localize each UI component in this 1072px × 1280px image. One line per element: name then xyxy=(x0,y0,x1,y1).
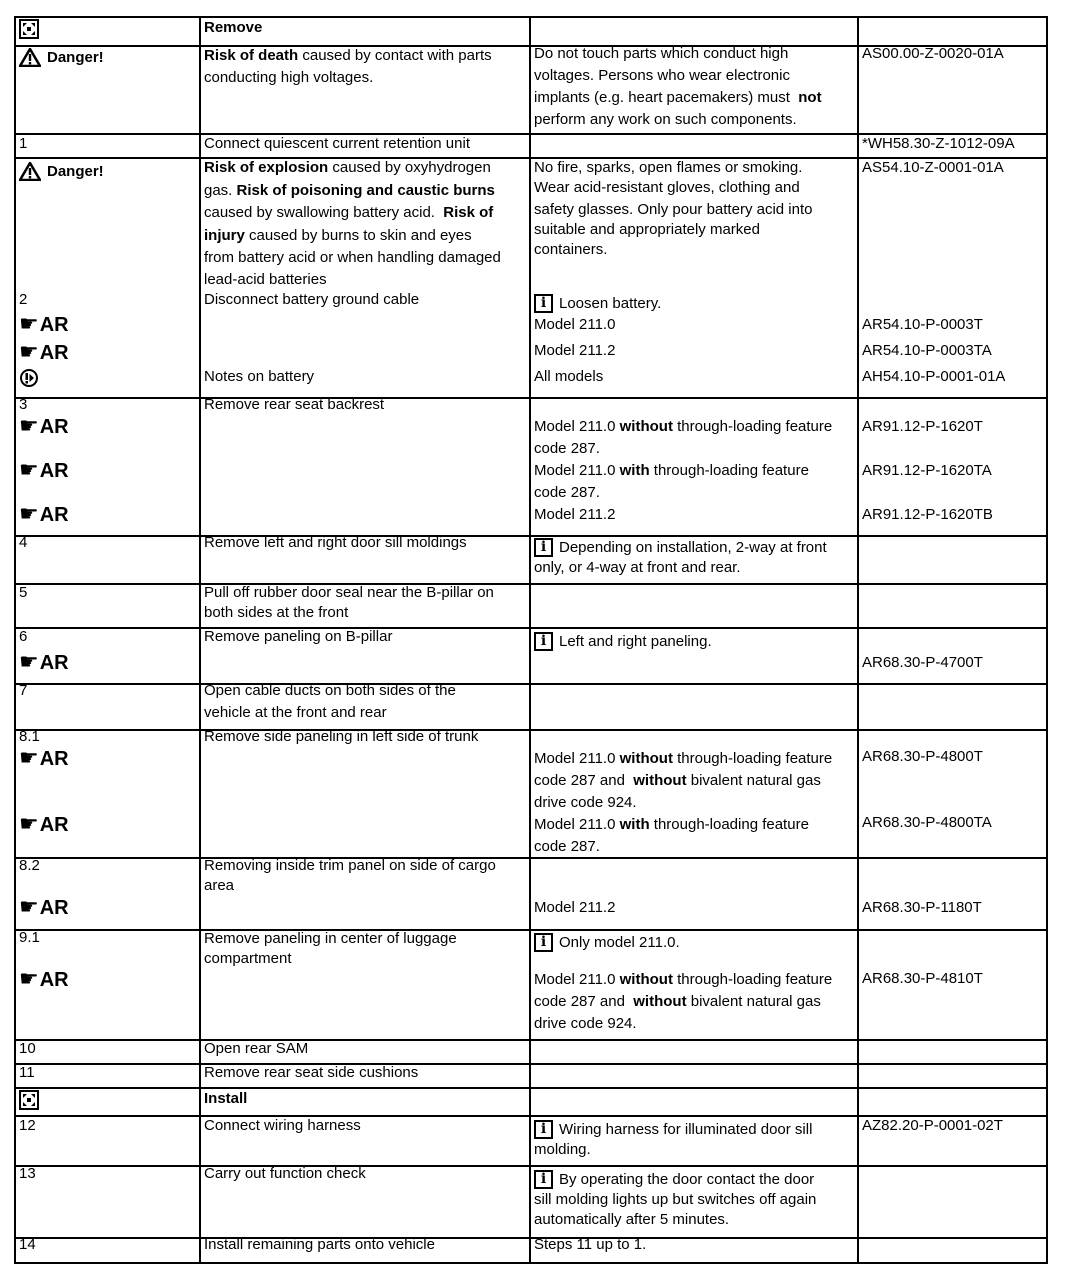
ar-label: AR xyxy=(39,748,69,770)
text: vehicle at the front and rear xyxy=(204,704,387,721)
text: Remove left and right door sill moldings xyxy=(204,534,467,551)
text: lead-acid batteries xyxy=(204,271,327,288)
instruction-col-line xyxy=(204,950,292,968)
ar-label: AR xyxy=(39,504,69,526)
table-column-divider xyxy=(529,16,531,1264)
ar-reference-link[interactable] xyxy=(19,414,69,439)
step-col-line xyxy=(19,857,40,875)
ar-reference-link[interactable] xyxy=(19,340,69,365)
text: 6 xyxy=(19,628,28,645)
instruction-col-line xyxy=(204,877,234,895)
text: Left and right paneling. xyxy=(559,632,712,650)
bold-text: Risk of xyxy=(443,204,494,221)
text: All models xyxy=(534,368,604,385)
table-row-divider xyxy=(14,583,1048,585)
pointing-hand-icon: ☛ xyxy=(19,312,39,337)
text: Remove side paneling in left side of trunk xyxy=(204,728,479,745)
note-col-line xyxy=(534,221,760,239)
ar-label: AR xyxy=(39,897,69,919)
text: code 287. xyxy=(534,838,600,855)
text: drive code 924. xyxy=(534,794,637,811)
text: 14 xyxy=(19,1236,36,1253)
table-row-divider xyxy=(14,1165,1048,1167)
ar-label: AR xyxy=(39,814,69,836)
text: 9.1 xyxy=(19,929,40,946)
text: AR91.12-P-1620T xyxy=(862,418,983,435)
step-section-icon xyxy=(19,19,39,44)
text: 10 xyxy=(19,1040,36,1057)
text: 4 xyxy=(19,534,28,551)
text: safety glasses. Only pour battery acid into xyxy=(534,201,813,218)
step-col-line xyxy=(19,1165,36,1183)
pointing-hand-icon: ☛ xyxy=(19,458,39,483)
table-row-divider xyxy=(14,683,1048,685)
text: Wiring harness for illuminated door sill xyxy=(559,1120,813,1138)
note-col-line xyxy=(534,67,790,85)
step-col-line xyxy=(19,534,27,552)
ar-label: AR xyxy=(39,342,69,364)
bold-text: without xyxy=(619,971,673,988)
text: both sides at the front xyxy=(204,604,349,621)
note-col-line xyxy=(534,794,637,812)
text: compartment xyxy=(204,950,292,967)
reference-col-line[interactable] xyxy=(862,45,1004,63)
text: AH54.10-P-0001-01A xyxy=(862,368,1006,385)
text: conducting high voltages. xyxy=(204,69,374,86)
step-col-line xyxy=(19,728,40,746)
text: Steps 11 up to 1. xyxy=(534,1236,647,1253)
text: Model 211.0 xyxy=(534,316,616,333)
table-column-divider xyxy=(199,16,201,1264)
note-col-line xyxy=(534,1211,729,1229)
info-icon: i xyxy=(534,632,553,651)
note-col-line xyxy=(534,816,809,834)
text: Remove rear seat side cushions xyxy=(204,1064,419,1081)
instruction-col-line xyxy=(204,704,387,722)
note-col-line xyxy=(534,294,661,313)
step-col-line xyxy=(19,368,39,393)
note-col-line xyxy=(534,1170,814,1189)
step-col-line xyxy=(19,812,69,837)
bold-text: with xyxy=(619,462,650,479)
note-col-line xyxy=(534,971,832,989)
text: 12 xyxy=(19,1117,36,1134)
text: Loosen battery. xyxy=(559,294,662,312)
instruction-col-line xyxy=(204,69,373,87)
ar-label: AR xyxy=(39,969,69,991)
danger-warning xyxy=(19,48,104,67)
text: Model 211.0 xyxy=(534,816,620,833)
text: 1 xyxy=(19,135,28,152)
text: 8.1 xyxy=(19,728,40,745)
reference-col-line[interactable] xyxy=(862,1117,1003,1135)
instruction-col-line xyxy=(204,604,348,622)
ar-reference-link[interactable] xyxy=(19,650,69,675)
note-col-line xyxy=(534,241,607,259)
instruction-col-line xyxy=(204,1117,361,1135)
instruction-col-line xyxy=(204,47,492,65)
note-col-line xyxy=(534,111,797,129)
step-col-line xyxy=(19,650,69,675)
warning-triangle-icon xyxy=(19,48,41,67)
pointing-hand-icon: ☛ xyxy=(19,502,39,527)
instruction-col-line xyxy=(204,728,478,746)
text: implants (e.g. heart pacemakers) must xyxy=(534,89,799,106)
instruction-col-line xyxy=(204,1236,435,1254)
reference-col-line[interactable] xyxy=(862,462,992,480)
info-icon: i xyxy=(534,294,553,313)
table-column-divider xyxy=(14,16,16,1264)
ar-reference-link[interactable] xyxy=(19,812,69,837)
text: Model 211.2 xyxy=(534,899,616,916)
step-col-line xyxy=(19,291,27,309)
text: Notes on battery xyxy=(204,368,315,385)
step-col-line xyxy=(19,48,104,67)
text: Disconnect battery ground cable xyxy=(204,291,420,308)
reference-col-line[interactable] xyxy=(862,654,983,672)
step-col-line xyxy=(19,1090,39,1115)
reference-col-line[interactable] xyxy=(862,135,1015,153)
table-row-divider xyxy=(14,1063,1048,1065)
text: code 287 and xyxy=(534,993,634,1010)
step-col-line xyxy=(19,312,69,337)
step-col-line xyxy=(19,967,69,992)
text: 7 xyxy=(19,682,28,699)
note-col-line xyxy=(534,316,615,334)
note-col-line xyxy=(534,559,741,577)
info-icon: i xyxy=(534,538,553,557)
instruction-col-line xyxy=(204,1040,308,1058)
step-col-line xyxy=(19,19,39,44)
pointing-hand-icon: ☛ xyxy=(19,967,39,992)
text: drive code 924. xyxy=(534,1015,637,1032)
text: 11 xyxy=(19,1064,35,1081)
ar-reference-link[interactable] xyxy=(19,458,69,483)
instruction-col-line xyxy=(204,182,495,200)
note-col-line xyxy=(534,159,802,177)
pointing-hand-icon: ☛ xyxy=(19,650,39,675)
note-col-line xyxy=(534,45,788,63)
text: *WH58.30-Z-1012-09A xyxy=(862,135,1015,152)
pointing-hand-icon: ☛ xyxy=(19,746,39,771)
text: AR91.12-P-1620TA xyxy=(862,462,992,479)
reference-col-line[interactable] xyxy=(862,506,993,524)
reference-col-line[interactable] xyxy=(862,342,992,360)
text: AR68.30-P-1180T xyxy=(862,899,982,916)
step-col-line xyxy=(19,1236,36,1254)
text: No fire, sparks, open flames or smoking. xyxy=(534,159,803,176)
table-row-divider xyxy=(14,1262,1048,1264)
text: AR68.30-P-4800TA xyxy=(862,814,992,831)
text: Wear acid-resistant gloves, clothing and xyxy=(534,179,800,196)
step-col-line xyxy=(19,682,27,700)
note-col-line xyxy=(534,342,615,360)
info-icon: i xyxy=(534,933,553,952)
note-col-line xyxy=(534,1015,637,1033)
instruction-col-line xyxy=(204,1090,247,1108)
instruction-col-line xyxy=(204,19,262,37)
text: AR68.30-P-4810T xyxy=(862,970,983,987)
text: through-loading feature xyxy=(649,462,809,479)
text: gas. xyxy=(204,182,237,199)
text: caused by burns to skin and eyes xyxy=(244,227,472,244)
text: bivalent natural gas xyxy=(686,772,821,789)
info-icon: i xyxy=(534,1170,553,1189)
bold-text: Risk of poisoning and caustic burns xyxy=(236,182,495,199)
ar-label: AR xyxy=(39,314,69,336)
step-col-line xyxy=(19,584,27,602)
step-col-line xyxy=(19,895,69,920)
instruction-col-line xyxy=(204,682,456,700)
reference-col-line[interactable] xyxy=(862,748,983,766)
text: caused by swallowing battery acid. xyxy=(204,204,444,221)
table-row-divider xyxy=(14,397,1048,399)
text: Do not touch parts which conduct high xyxy=(534,45,789,62)
note-col-line xyxy=(534,506,615,524)
reference-col-line[interactable] xyxy=(862,814,992,832)
instruction-col-line xyxy=(204,396,384,414)
text: AR68.30-P-4800T xyxy=(862,748,983,765)
ar-reference-link[interactable] xyxy=(19,967,69,992)
text: voltages. Persons who wear electronic xyxy=(534,67,790,84)
text: automatically after 5 minutes. xyxy=(534,1211,730,1228)
text: Model 211.0 xyxy=(534,971,620,988)
bold-text: without xyxy=(619,750,673,767)
note-col-line xyxy=(534,89,822,107)
pointing-hand-icon: ☛ xyxy=(19,414,39,439)
text: sill molding lights up but switches off again xyxy=(534,1191,817,1208)
text: By operating the door contact the door xyxy=(559,1170,815,1188)
pointing-hand-icon: ☛ xyxy=(19,895,39,920)
text: 5 xyxy=(19,584,28,601)
note-col-line xyxy=(534,1191,816,1209)
note-col-line xyxy=(534,993,821,1011)
table-row-divider xyxy=(14,1237,1048,1239)
text: 3 xyxy=(19,396,28,413)
table-row-divider xyxy=(14,16,1048,18)
reference-col-line[interactable] xyxy=(862,899,982,917)
text: molding. xyxy=(534,1141,591,1158)
text: Connect quiescent current retention unit xyxy=(204,135,470,152)
text: Only model 211.0. xyxy=(559,933,680,951)
text: area xyxy=(204,877,235,894)
bold-text: without xyxy=(633,993,687,1010)
instruction-col-line xyxy=(204,135,470,153)
text: bivalent natural gas xyxy=(686,993,821,1010)
text: code 287. xyxy=(534,440,600,457)
text: through-loading feature xyxy=(672,418,833,435)
reference-col-line[interactable] xyxy=(862,316,983,334)
note-col-line xyxy=(534,933,680,952)
step-col-line xyxy=(19,1064,35,1082)
table-row-divider xyxy=(14,1039,1048,1041)
text: AS54.10-Z-0001-01A xyxy=(862,159,1004,176)
text: Model 211.0 xyxy=(534,462,620,479)
note-col-line xyxy=(534,462,809,480)
note-col-line xyxy=(534,838,600,856)
text: only, or 4-way at front and rear. xyxy=(534,559,741,576)
reference-col-line[interactable] xyxy=(862,159,1004,177)
reference-col-line[interactable] xyxy=(862,368,1005,386)
step-col-line xyxy=(19,414,69,439)
step-col-line xyxy=(19,746,69,771)
danger-label: Danger! xyxy=(47,48,104,66)
text: Install remaining parts onto vehicle xyxy=(204,1236,435,1253)
table-row-divider xyxy=(14,929,1048,931)
note-col-line xyxy=(534,899,615,917)
table-row-divider xyxy=(14,729,1048,731)
note-col-line xyxy=(534,1141,591,1159)
text: Removing inside trim panel on side of cargo xyxy=(204,857,496,874)
instruction-col-line xyxy=(204,227,472,245)
text: code 287 and xyxy=(534,772,634,789)
danger-label: Danger! xyxy=(47,162,104,180)
table-column-divider xyxy=(857,16,859,1264)
text: Open cable ducts on both sides of the xyxy=(204,682,456,699)
text: suitable and appropriately marked xyxy=(534,221,760,238)
text: Model 211.2 xyxy=(534,342,616,359)
note-col-line xyxy=(534,440,600,458)
instruction-col-line xyxy=(204,159,491,177)
text: AR68.30-P-4700T xyxy=(862,654,983,671)
instruction-col-line xyxy=(204,857,496,875)
table-row-divider xyxy=(14,627,1048,629)
note-col-line xyxy=(534,1236,646,1254)
text: Remove paneling in center of luggage xyxy=(204,930,457,947)
notes-icon xyxy=(19,368,39,393)
note-col-line xyxy=(534,179,800,197)
ar-reference-link[interactable] xyxy=(19,502,69,527)
text: 8.2 xyxy=(19,857,40,874)
step-section-icon xyxy=(19,1090,39,1115)
text: AR54.10-P-0003T xyxy=(862,316,983,333)
text: caused by oxyhydrogen xyxy=(328,159,491,176)
reference-col-line[interactable] xyxy=(862,418,983,436)
instruction-col-line xyxy=(204,291,419,309)
bold-text: not xyxy=(798,89,822,106)
reference-col-line[interactable] xyxy=(862,970,983,988)
step-col-line xyxy=(19,340,69,365)
pointing-hand-icon: ☛ xyxy=(19,812,39,837)
bold-text: without xyxy=(633,772,687,789)
instruction-col-line xyxy=(204,534,467,552)
instruction-col-line xyxy=(204,368,314,386)
step-col-line xyxy=(19,135,27,153)
step-col-line xyxy=(19,1117,36,1135)
ar-reference-link[interactable] xyxy=(19,312,69,337)
text: perform any work on such components. xyxy=(534,111,797,128)
bold-text: without xyxy=(619,418,673,435)
table-row-divider xyxy=(14,857,1048,859)
ar-label: AR xyxy=(39,652,69,674)
step-col-line xyxy=(19,162,104,181)
warning-triangle-icon xyxy=(19,162,41,181)
note-col-line xyxy=(534,538,827,557)
step-col-line xyxy=(19,628,27,646)
bold-text: injury xyxy=(204,227,245,244)
instruction-col-line xyxy=(204,271,327,289)
info-icon: i xyxy=(534,1120,553,1139)
note-col-line xyxy=(534,368,603,386)
bold-text: Risk of explosion xyxy=(204,159,329,176)
instruction-col-line xyxy=(204,1165,366,1183)
ar-label: AR xyxy=(39,460,69,482)
instruction-col-line xyxy=(204,1064,418,1082)
instruction-col-line xyxy=(204,249,501,267)
text: AR91.12-P-1620TB xyxy=(862,506,993,523)
text: Pull off rubber door seal near the B-pillar on xyxy=(204,584,494,601)
text: Model 211.0 xyxy=(534,750,620,767)
text: AS00.00-Z-0020-01A xyxy=(862,45,1004,62)
note-col-line xyxy=(534,418,832,436)
table-column-divider xyxy=(1046,16,1048,1264)
step-col-line xyxy=(19,396,27,414)
table-row-divider xyxy=(14,535,1048,537)
text: code 287. xyxy=(534,484,600,501)
text: Depending on installation, 2-way at front xyxy=(559,538,827,556)
text: containers. xyxy=(534,241,608,258)
table-row-divider xyxy=(14,1087,1048,1089)
ar-reference-link[interactable] xyxy=(19,895,69,920)
text: Connect wiring harness xyxy=(204,1117,361,1134)
note-col-line xyxy=(534,750,832,768)
text: through-loading feature xyxy=(672,750,833,767)
text: Model 211.2 xyxy=(534,506,616,523)
text: AR54.10-P-0003TA xyxy=(862,342,992,359)
text: through-loading feature xyxy=(649,816,809,833)
text: 2 xyxy=(19,291,28,308)
instruction-col-line xyxy=(204,628,392,646)
instruction-col-line xyxy=(204,204,493,222)
bold-text: with xyxy=(619,816,650,833)
note-col-line xyxy=(534,201,812,219)
instruction-col-line xyxy=(204,584,494,602)
ar-reference-link[interactable] xyxy=(19,746,69,771)
text: Remove rear seat backrest xyxy=(204,396,385,413)
bold-text: Remove xyxy=(204,19,263,36)
danger-warning xyxy=(19,162,104,181)
text: caused by contact with parts xyxy=(298,47,492,64)
note-col-line xyxy=(534,484,600,502)
bold-text: Risk of death xyxy=(204,47,299,64)
step-col-line xyxy=(19,502,69,527)
text: Remove paneling on B-pillar xyxy=(204,628,393,645)
pointing-hand-icon: ☛ xyxy=(19,340,39,365)
note-col-line xyxy=(534,632,712,651)
text: AZ82.20-P-0001-02T xyxy=(862,1117,1003,1134)
text: Carry out function check xyxy=(204,1165,366,1182)
text: from battery acid or when handling damaged xyxy=(204,249,501,266)
step-col-line xyxy=(19,929,40,947)
text: Open rear SAM xyxy=(204,1040,309,1057)
note-col-line xyxy=(534,1120,812,1139)
text: through-loading feature xyxy=(672,971,833,988)
step-col-line xyxy=(19,1040,36,1058)
step-col-line xyxy=(19,458,69,483)
note-col-line xyxy=(534,772,821,790)
instruction-col-line xyxy=(204,930,457,948)
text: Model 211.0 xyxy=(534,418,620,435)
bold-text: Install xyxy=(204,1090,248,1107)
ar-label: AR xyxy=(39,416,69,438)
text: 13 xyxy=(19,1165,36,1182)
